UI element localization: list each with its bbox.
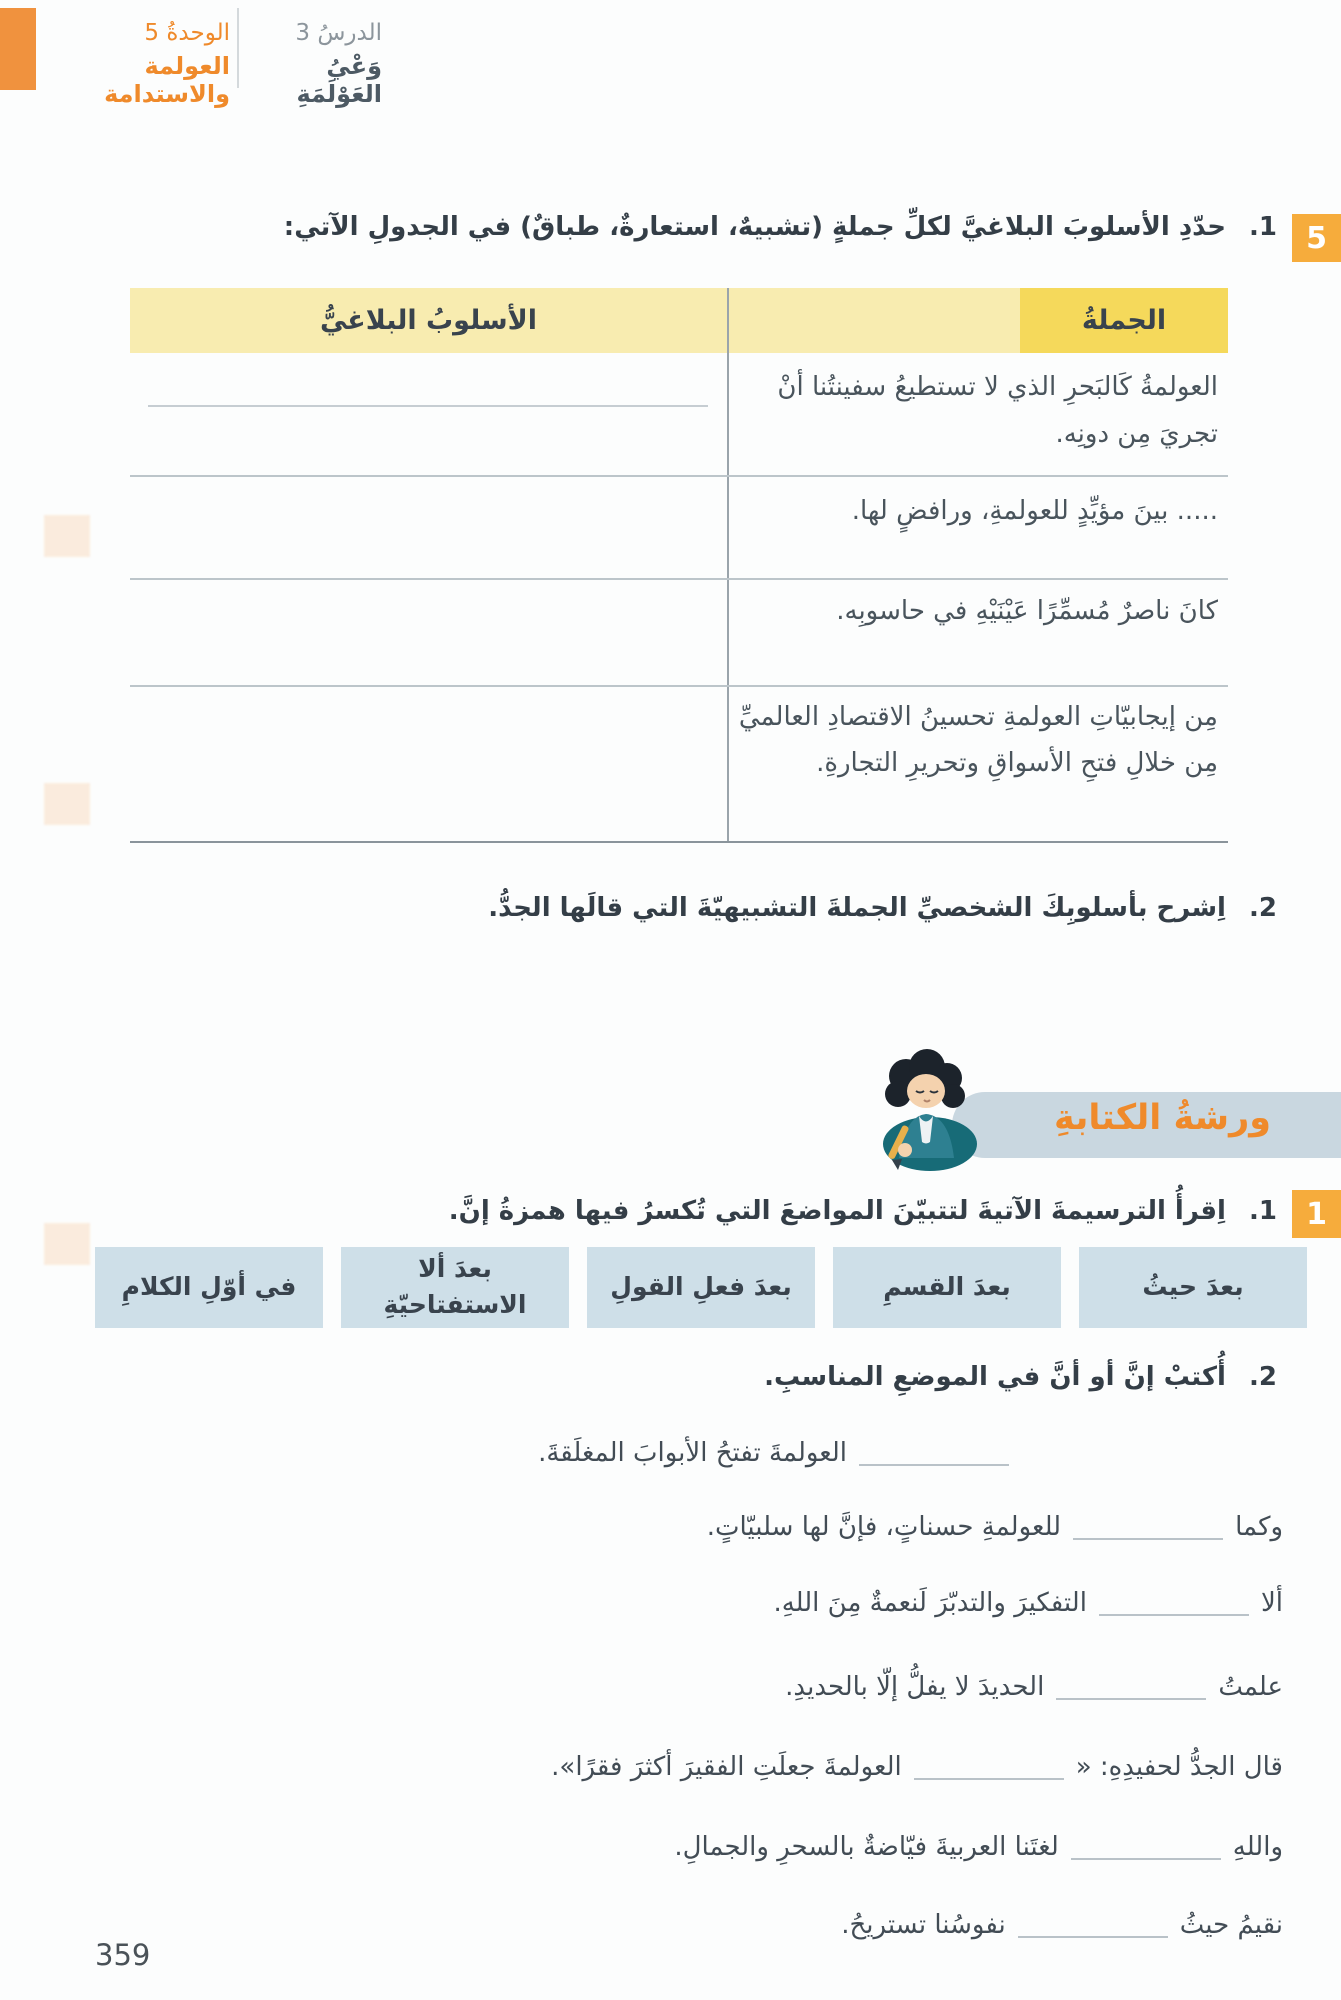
question-number: 2. bbox=[1249, 893, 1277, 923]
unit-label: الوحدةُ 5 bbox=[144, 20, 230, 46]
question-workshop-1 bbox=[120, 1196, 1277, 1226]
question-text: أُكتبْ إنَّ أو أنَّ في الموضعِ المناسبِ. bbox=[764, 1362, 1226, 1392]
question-workshop-2 bbox=[120, 1362, 1277, 1392]
header-divider bbox=[237, 8, 239, 88]
page-number: 359 bbox=[95, 1938, 151, 1972]
sentence-before: قال الجدُّ لحفيدِهِ: « bbox=[1075, 1752, 1283, 1782]
sentence-after: العولمةَ تفتحُ الأبوابَ المغلَقةَ. bbox=[538, 1438, 847, 1468]
table-row-divider bbox=[130, 475, 1228, 477]
question-number: 1. bbox=[1249, 212, 1277, 242]
diagram-box: بعدَ حيثُ bbox=[1079, 1247, 1307, 1328]
question-text: اِشرح بأسلوبِكَ الشخصيِّ الجملةَ التشبيهيّةَ التي قالَها الجدُّ. bbox=[488, 893, 1226, 923]
question-text: حدّدِ الأسلوبَ البلاغيَّ لكلِّ جملةٍ (تشبيهٌ، استعارةٌ، طباقٌ) في الجدولِ الآتي: bbox=[283, 212, 1226, 242]
sentence-before: علمتُ bbox=[1218, 1672, 1283, 1702]
question-text: اِقرأُ الترسيمةَ الآتيةَ لتتبيّنَ المواضعَ التي تُكسرُ فيها همزةُ إنَّ. bbox=[448, 1196, 1226, 1226]
unit-header bbox=[42, 20, 230, 108]
fill-in-sentence bbox=[80, 1588, 1283, 1618]
diagram-box: بعدَ فعلِ القولِ bbox=[587, 1247, 815, 1328]
answer-blank[interactable] bbox=[1056, 1698, 1206, 1700]
sentence-before: واللهِ bbox=[1232, 1832, 1283, 1862]
activity-number-badge: 1 bbox=[1292, 1190, 1341, 1238]
table-row-divider bbox=[130, 578, 1228, 580]
fill-in-sentence bbox=[80, 1910, 1283, 1940]
diagram-box: بعدَ القسمِ bbox=[833, 1247, 1061, 1328]
table-row: العولمةُ كَالبَحرِ الذي لا تستطيعُ سفينتُنا أنْ تجريَ مِن دونِه. bbox=[777, 372, 1218, 449]
bleed-through-badge bbox=[44, 783, 90, 825]
answer-blank[interactable] bbox=[1073, 1538, 1223, 1540]
sentence-after: لغتَنا العربيةَ فيّاضةٌ بالسحرِ والجمالِ. bbox=[674, 1832, 1059, 1862]
question-rhetoric-2 bbox=[120, 893, 1277, 923]
sentence-after: للعولمةِ حسناتٍ، فإنَّ لها سلبيّاتٍ. bbox=[706, 1512, 1062, 1542]
answer-blank[interactable] bbox=[914, 1778, 1064, 1780]
answer-blank[interactable] bbox=[1018, 1936, 1168, 1938]
table-bottom-border bbox=[130, 841, 1228, 843]
lesson-title: وَعْيُ العَوْلَمَةِ bbox=[296, 52, 382, 108]
question-number: 2. bbox=[1249, 1362, 1277, 1392]
fill-in-sentence bbox=[80, 1672, 1283, 1702]
writer-illustration-icon bbox=[868, 1044, 986, 1176]
hamza-positions-diagram bbox=[95, 1247, 1307, 1328]
question-number: 1. bbox=[1249, 1196, 1277, 1226]
bleed-through-badge bbox=[44, 1223, 90, 1265]
sentence-before: نقيمُ حيثُ bbox=[1179, 1910, 1283, 1940]
table-row: كانَ ناصرٌ مُسمِّرًا عَيْنَيْهِ في حاسوبِه. bbox=[836, 596, 1218, 626]
bleed-through-badge bbox=[44, 515, 90, 557]
sentence-before: ألا bbox=[1260, 1588, 1283, 1618]
workshop-title: ورشةُ الكتابةِ bbox=[1053, 1098, 1271, 1138]
table-row: ..... بينَ مؤيِّدٍ للعولمةِ، ورافضٍ لها. bbox=[851, 496, 1218, 526]
lesson-label: الدرسُ 3 bbox=[295, 20, 382, 46]
diagram-box: بعدَ ألا الاستفتاحيّةِ bbox=[341, 1247, 569, 1328]
table-header-sentence: الجملةُ bbox=[1020, 288, 1228, 353]
fill-in-sentence bbox=[80, 1438, 1283, 1468]
sentence-after: نفوسُنا تستريحُ. bbox=[841, 1910, 1006, 1940]
fill-in-sentence bbox=[80, 1752, 1283, 1782]
table-row: مِن إيجابيّاتِ العولمةِ تحسينُ الاقتصادِ العالميِّ مِن خلالِ فتحِ الأسواقِ وتحريرِ التجارةِ. bbox=[738, 702, 1218, 778]
sentence-before: وكما bbox=[1235, 1512, 1283, 1542]
rhetoric-table bbox=[130, 288, 1228, 843]
lesson-header bbox=[252, 20, 382, 108]
table-row-divider bbox=[130, 685, 1228, 687]
answer-write-line[interactable] bbox=[148, 405, 708, 407]
answer-blank[interactable] bbox=[1071, 1858, 1221, 1860]
fill-in-sentence bbox=[80, 1832, 1283, 1862]
table-column-divider bbox=[727, 288, 729, 843]
answer-blank[interactable] bbox=[1099, 1614, 1249, 1616]
question-rhetoric-1 bbox=[120, 212, 1277, 242]
activity-number-badge: 5 bbox=[1292, 214, 1341, 262]
table-header-style: الأسلوبُ البلاغيُّ bbox=[319, 305, 538, 336]
sentence-after: التفكيرَ والتدبّرَ لَنعمةٌ مِنَ اللهِ. bbox=[773, 1588, 1087, 1618]
sentence-after: العولمةَ جعلَتِ الفقيرَ أكثرَ فقرًا». bbox=[551, 1752, 902, 1782]
fill-in-sentence bbox=[80, 1512, 1283, 1542]
answer-blank[interactable] bbox=[859, 1464, 1009, 1466]
unit-color-bar bbox=[0, 8, 36, 90]
sentence-after: الحديدَ لا يفلُّ إلّا بالحديدِ. bbox=[785, 1672, 1045, 1702]
unit-title: العولمة والاستدامة bbox=[104, 52, 230, 108]
diagram-box: في أوّلِ الكلامِ bbox=[95, 1247, 323, 1328]
